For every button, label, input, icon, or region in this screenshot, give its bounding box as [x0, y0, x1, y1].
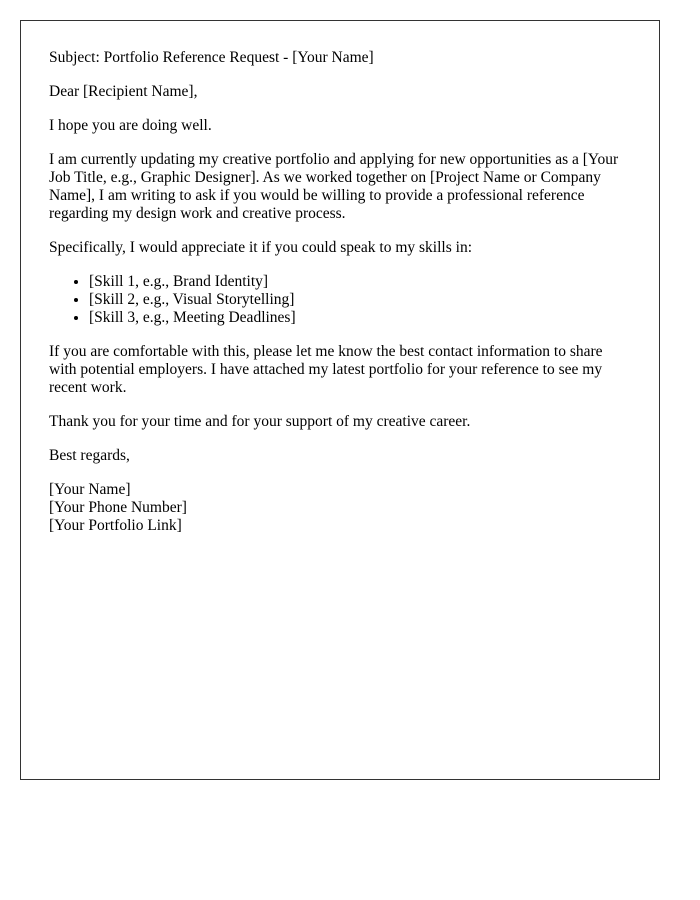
skill-item: • [Skill 2, e.g., Visual Storytelling]: [89, 291, 631, 309]
skills-list: [49, 273, 631, 327]
signature-block: [49, 481, 631, 535]
skills-intro: Specifically, I would appreciate it if you could speak to my skills in:: [49, 239, 472, 256]
signature-portfolio: [Your Portfolio Link]: [49, 517, 182, 534]
signature-name: [Your Name]: [49, 481, 131, 498]
subject-line: Subject: Portfolio Reference Request - [Your Name]: [49, 49, 374, 66]
skill-item: • [Skill 1, e.g., Brand Identity]: [89, 273, 631, 291]
skill-item: • [Skill 3, e.g., Meeting Deadlines]: [89, 309, 631, 327]
closing: Best regards,: [49, 447, 130, 464]
salutation: Dear [Recipient Name],: [49, 83, 198, 100]
intro-paragraph: I am currently updating my creative portfolio and applying for new opportunities as a [Your Job Title, e.g., Graphic Designer]. As we worked together on [Project Name or Company Name], I am writing to ask if you would be willing to provide a professional reference regarding my design work and creative process.: [49, 151, 619, 222]
signature-phone: [Your Phone Number]: [49, 499, 187, 516]
request-paragraph: If you are comfortable with this, please let me know the best contact information to share with potential employers. I have attached my latest portfolio for your reference to see my recent work.: [49, 343, 603, 396]
letter-frame: [20, 20, 660, 780]
thanks-paragraph: Thank you for your time and for your support of my creative career.: [49, 413, 471, 430]
opening-paragraph: I hope you are doing well.: [49, 117, 212, 134]
